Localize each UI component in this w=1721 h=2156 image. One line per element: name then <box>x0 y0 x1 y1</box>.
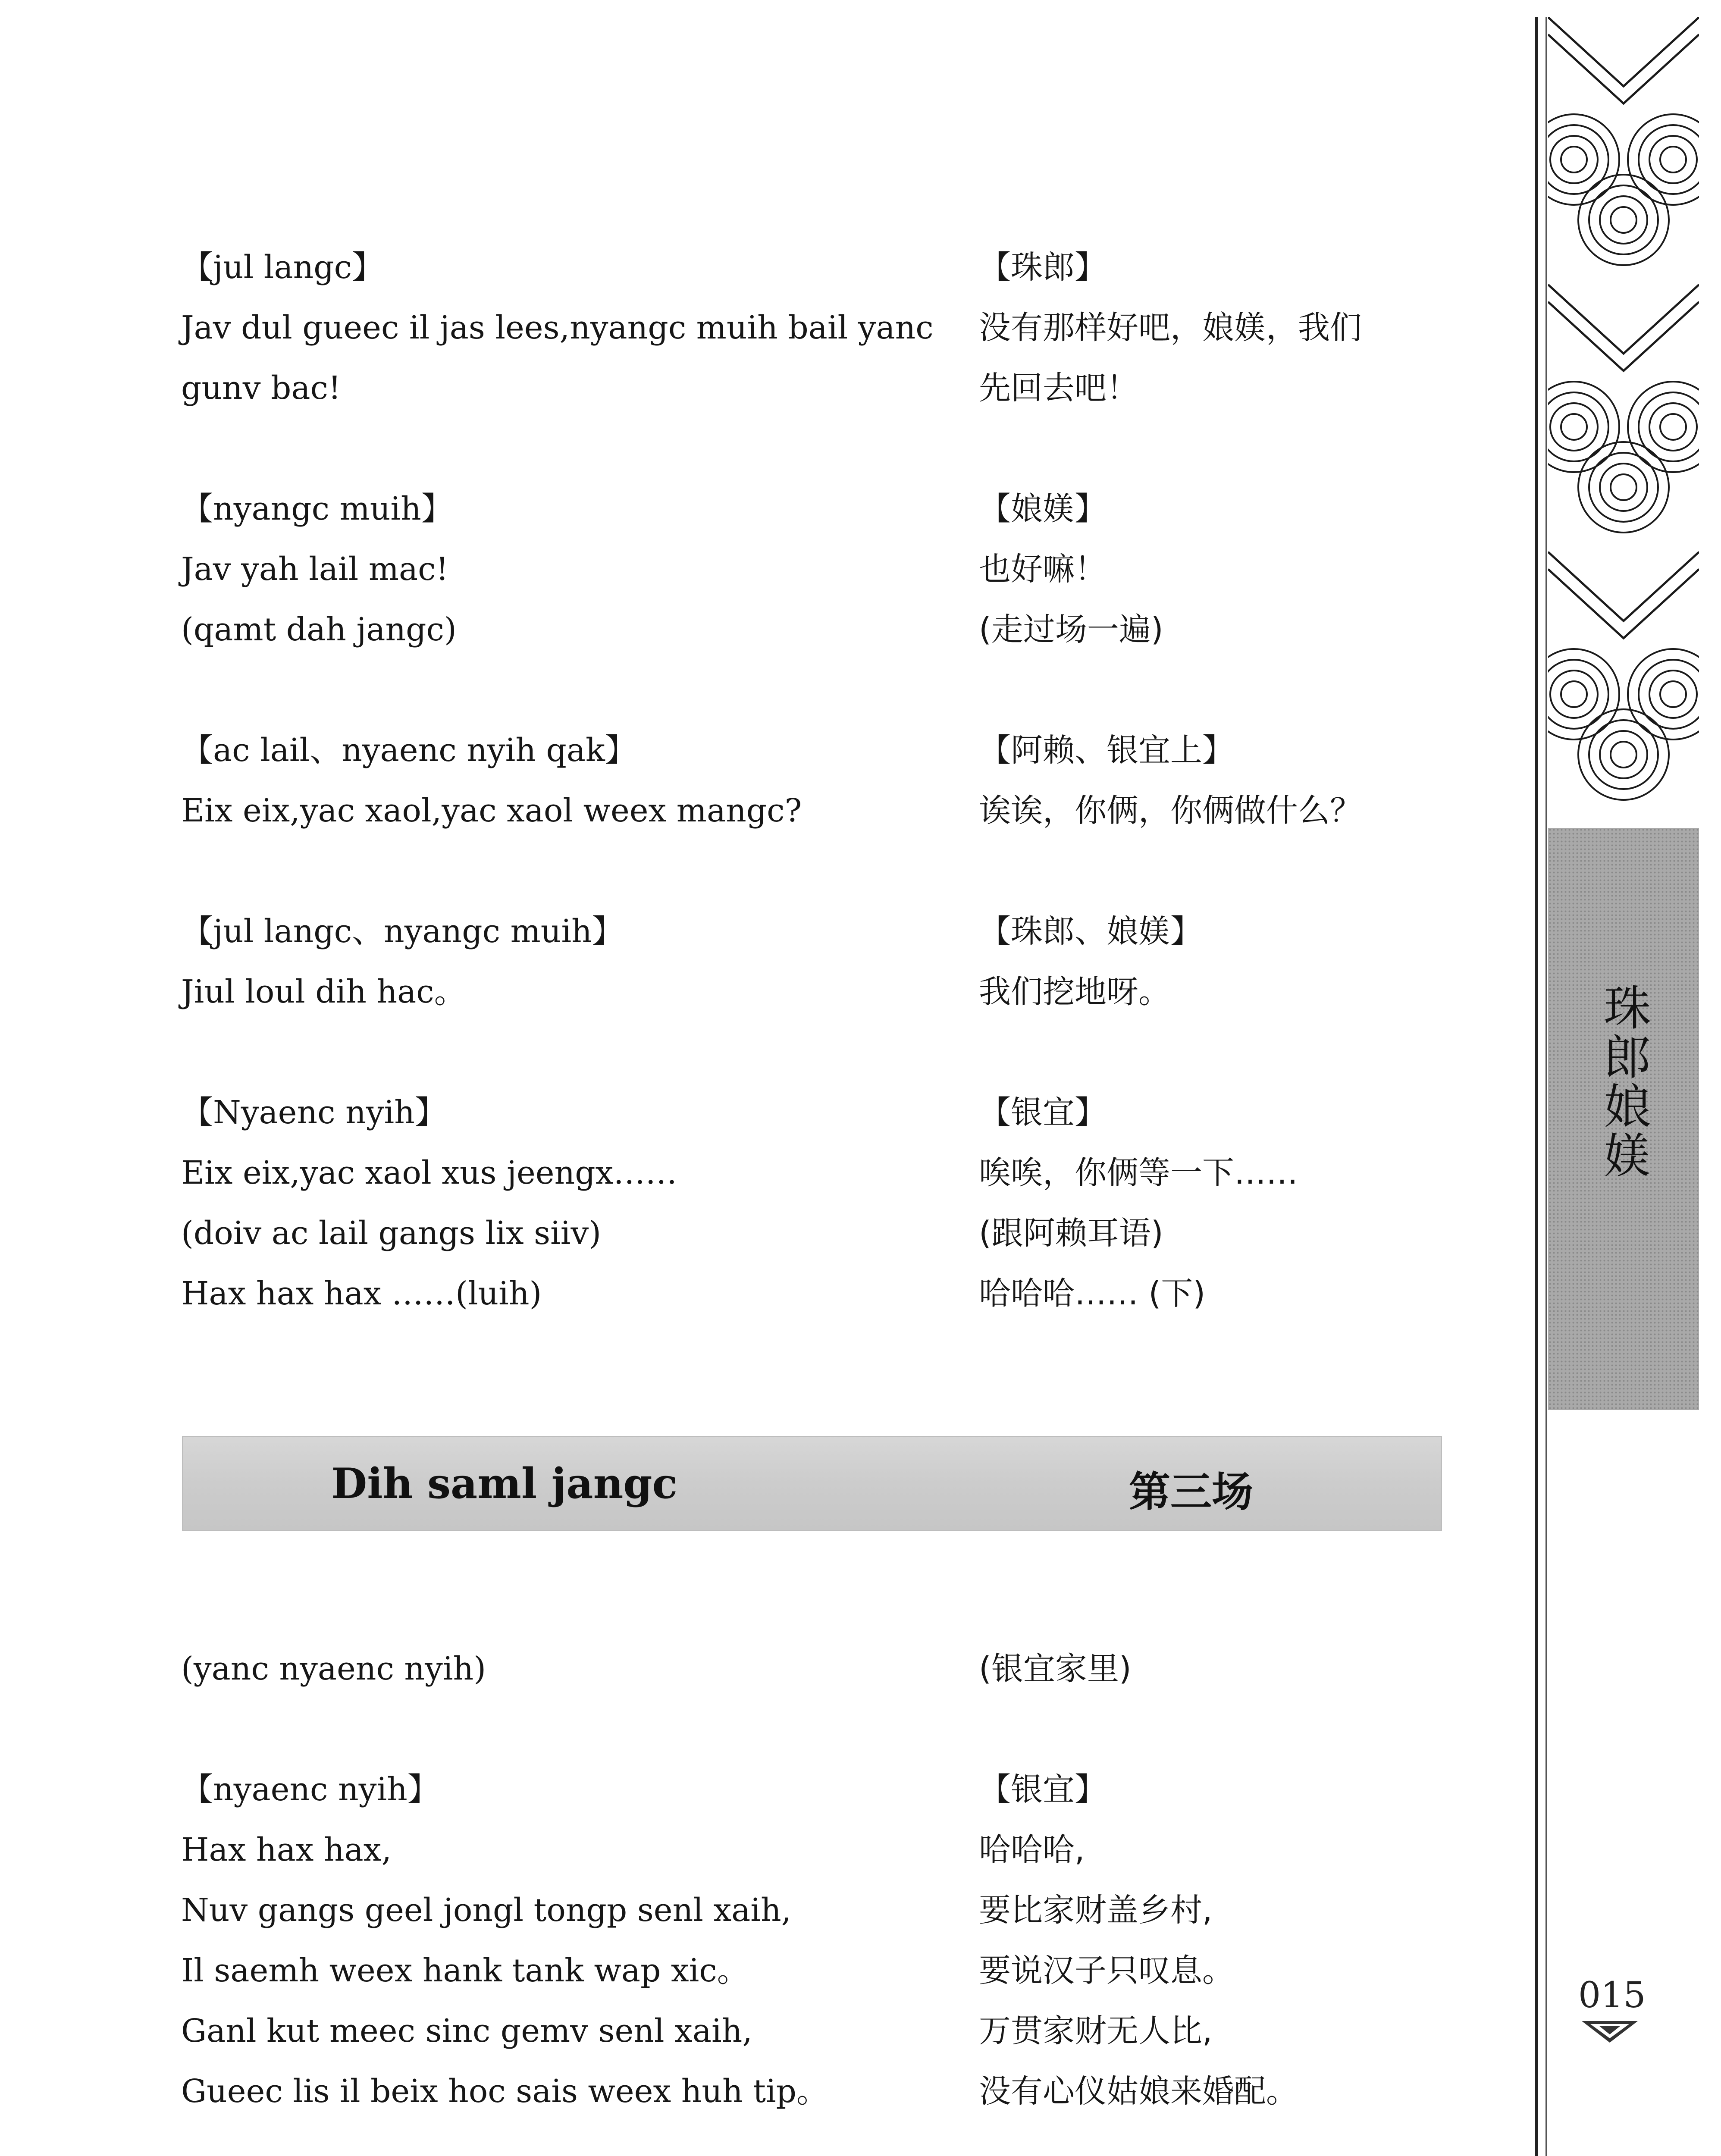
dialogue-block-1-zh <box>979 237 1362 418</box>
margin-rule <box>1535 17 1538 2156</box>
speaker-name: 【银宜】 <box>979 1094 1107 1131</box>
verse-line: Nuv gangs geel jongl tongp senl xaih, <box>181 1892 792 1929</box>
stage-direction: (跟阿赖耳语) <box>979 1215 1163 1252</box>
dialogue-line: 唉唉，你俩等一下…… <box>979 1154 1298 1191</box>
page-number: 015 <box>1578 1975 1646 2016</box>
verse-line: 要比家财盖乡村, <box>979 1892 1213 1929</box>
speaker-name: 【jul langc、nyangc muih】 <box>181 913 624 950</box>
verse-block-zh <box>979 1759 1298 2122</box>
dialogue-line: 先回去吧！ <box>979 370 1138 407</box>
stage-direction: (qamt dah jangc) <box>181 611 457 648</box>
verse-line: Hax hax hax, <box>181 1831 392 1868</box>
speaker-name: 【Nyaenc nyih】 <box>181 1094 447 1131</box>
dialogue-block-4-zh <box>979 901 1202 1022</box>
speaker-name: 【珠郎】 <box>979 249 1107 286</box>
scene-setting-zh <box>979 1639 1132 1699</box>
dialogue-block-3-zh <box>979 720 1362 841</box>
stage-direction: (走过场一遍) <box>979 611 1163 648</box>
speaker-name: 【nyaenc nyih】 <box>181 1771 439 1808</box>
verse-line: Gueec lis il beix hoc sais weex huh tip。 <box>181 2073 828 2110</box>
speaker-name: 【阿赖、银宜上】 <box>979 732 1234 769</box>
dialogue-block-5-zh <box>979 1082 1298 1324</box>
scene-title-chinese: 第三场 <box>1129 1468 1253 1516</box>
verse-line: Ganl kut meec sinc gemv senl xaih, <box>181 2012 752 2049</box>
stage-direction: (doiv ac lail gangs lix siiv) <box>181 1215 602 1252</box>
dialogue-line: Eix eix,yac xaol xus jeengx…… <box>181 1154 677 1191</box>
verse-line: Il saemh weex hank tank wap xic。 <box>181 1952 749 1989</box>
dialogue-line: 也好嘛！ <box>979 551 1107 588</box>
chapter-tab <box>1548 828 1699 1410</box>
verse-line: 要说汉子只叹息。 <box>979 1952 1234 1989</box>
dialogue-line: 我们挖地呀。 <box>979 973 1170 1010</box>
dialogue-line: 诶诶，你俩，你俩做什么？ <box>979 792 1362 829</box>
dialogue-line: 没有那样好吧，娘媄，我们 <box>979 309 1362 346</box>
speaker-name: 【nyangc muih】 <box>181 490 453 527</box>
dialogue-line: Jav yah lail mac! <box>181 551 449 588</box>
speaker-name: 【jul langc】 <box>181 249 384 286</box>
verse-line: 没有心仪姑娘来婚配。 <box>979 2073 1298 2110</box>
dialogue-line: 哈哈哈…… (下) <box>979 1275 1206 1312</box>
speaker-name: 【ac lail、nyaenc nyih qak】 <box>181 732 637 769</box>
dialogue-block-2-dong <box>181 479 457 660</box>
margin-rule-inner <box>1545 17 1547 2156</box>
page-ornament-icon <box>1582 2019 1638 2046</box>
speaker-name: 【娘媄】 <box>979 490 1107 527</box>
dialogue-block-1-dong <box>181 237 940 418</box>
cloud-pattern-icon <box>1548 17 1699 828</box>
stage-direction: (银宜家里) <box>979 1650 1132 1687</box>
chapter-tab-title: 珠郎娘媄 <box>1596 983 1651 1180</box>
dialogue-block-3-dong <box>181 720 802 841</box>
dialogue-block-5-dong <box>181 1082 677 1324</box>
verse-block-dong <box>181 1759 828 2122</box>
verse-line: 万贯家财无人比, <box>979 2012 1213 2049</box>
scene-title-dong: Dih saml jangc <box>331 1459 677 1508</box>
dialogue-line: Jiul loul dih hac。 <box>181 973 466 1010</box>
dialogue-line: Hax hax hax ……(luih) <box>181 1275 542 1312</box>
dialogue-line: Eix eix,yac xaol,yac xaol weex mangc? <box>181 792 802 829</box>
stage-direction: (yanc nyaenc nyih) <box>181 1650 486 1687</box>
verse-line: 哈哈哈, <box>979 1831 1085 1868</box>
dialogue-block-2-zh <box>979 479 1163 660</box>
scene-setting-dong <box>181 1639 486 1699</box>
scene-banner <box>182 1436 1442 1531</box>
dialogue-block-4-dong <box>181 901 624 1022</box>
speaker-name: 【珠郎、娘媄】 <box>979 913 1202 950</box>
dialogue-line: Jav dul gueec il jas lees,nyangc muih bail yanc gunv bac! <box>181 309 934 407</box>
speaker-name: 【银宜】 <box>979 1771 1107 1808</box>
